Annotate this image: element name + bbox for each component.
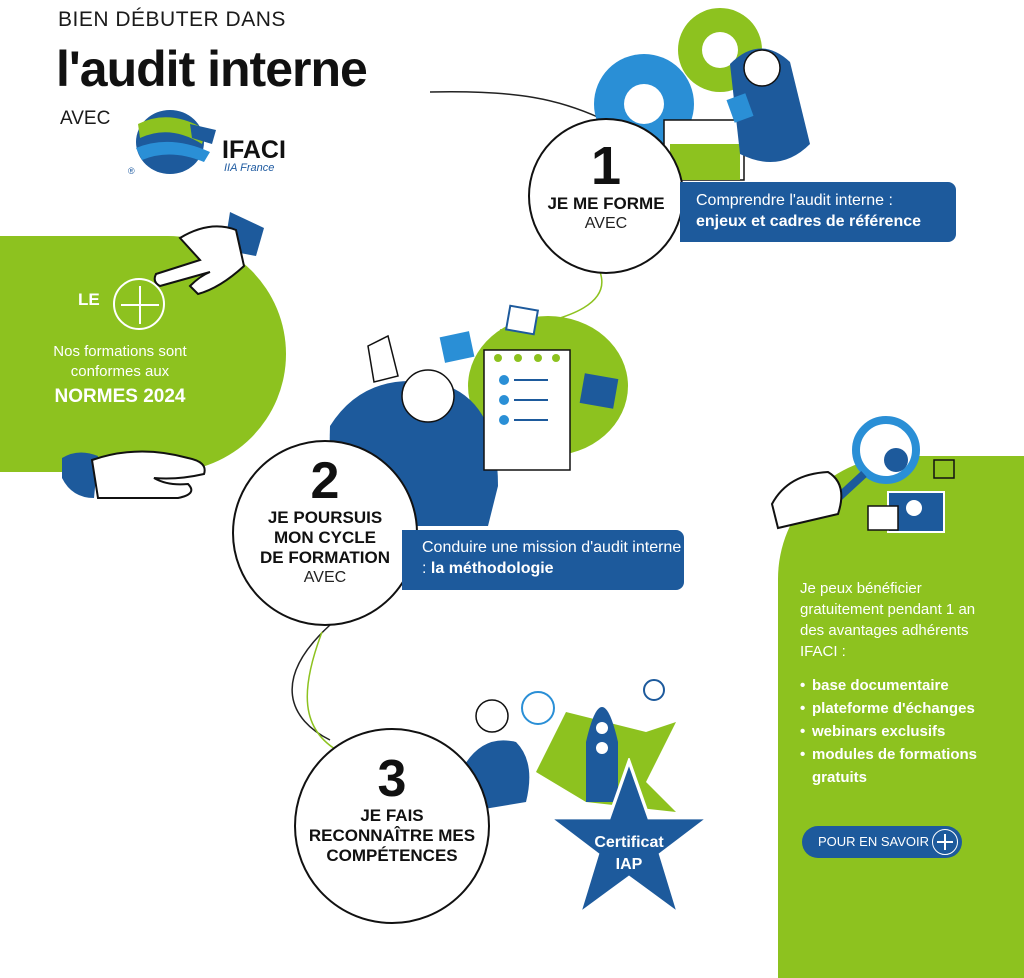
open-hand-icon [58, 438, 218, 508]
step-2-label-line-1: JE POURSUIS [267, 508, 383, 527]
step-1-number: 1 [590, 136, 622, 196]
step-1-label: JE ME FORME [547, 194, 665, 213]
step-1-info-bar [680, 182, 956, 242]
step-2-info-bar [402, 530, 684, 590]
norms-strong: NORMES 2024 [54, 386, 186, 407]
step-2-label-line-3: DE FORMATION [259, 548, 390, 567]
step-3-label-line-3: COMPÉTENCES [326, 846, 458, 865]
step-2-avec: AVEC [303, 569, 347, 586]
list-item: • modules de formations gratuits [800, 743, 1010, 789]
benefits-intro: Je peux bénéficier gratuitement pendant 1 an des avantages adhérents IFACI : [800, 580, 976, 660]
list-item: • base documentaire [800, 674, 1010, 697]
plus-icon [932, 829, 958, 855]
step-3-number: 3 [377, 750, 407, 808]
logo-registered-mark: ® [128, 166, 135, 176]
step-2-bar-text: Conduire une mission d'audit interne : [422, 539, 682, 577]
list-item: • plateforme d'échanges [800, 697, 1010, 720]
logo-subtitle: IIA France [224, 162, 275, 174]
certificate-line-1: Certificat [594, 834, 664, 851]
step-2-label-line-2: MON CYCLE [274, 528, 376, 547]
magnifier-icon [768, 414, 968, 544]
step-2-number: 2 [310, 452, 340, 510]
certificate-line-2: IAP [615, 856, 643, 873]
step-3-label-line-1: JE FAIS [360, 806, 424, 825]
header-kicker: BIEN DÉBUTER DANS [58, 8, 286, 31]
step-1-avec: AVEC [584, 215, 628, 232]
logo-name: IFACI [222, 136, 286, 164]
learn-more-button[interactable] [802, 826, 962, 858]
step-1-bar-text: Comprendre l'audit interne : [696, 192, 893, 209]
ifaci-globe-logo-icon [130, 104, 218, 176]
list-item: • webinars exclusifs [800, 720, 1010, 743]
benefits-list [800, 674, 1010, 789]
step-1-bar-strong: enjeux et cadres de référence [696, 213, 922, 230]
step-2-bar-strong: la méthodologie [430, 560, 554, 577]
le-label: LE [78, 290, 100, 309]
plus-icon [113, 278, 165, 330]
learn-more-label: POUR EN SAVOIR [818, 834, 930, 849]
page-title: l'audit interne [56, 41, 367, 97]
step-3-label-line-2: RECONNAÎTRE MES [308, 826, 476, 845]
step-2-circle [232, 440, 418, 626]
step-3-circle [294, 728, 490, 924]
certificate-label [578, 832, 680, 876]
header-avec: AVEC [60, 108, 111, 129]
norms-text: Nos formations sont conformes aux [53, 343, 187, 380]
step-1-circle [528, 118, 684, 274]
